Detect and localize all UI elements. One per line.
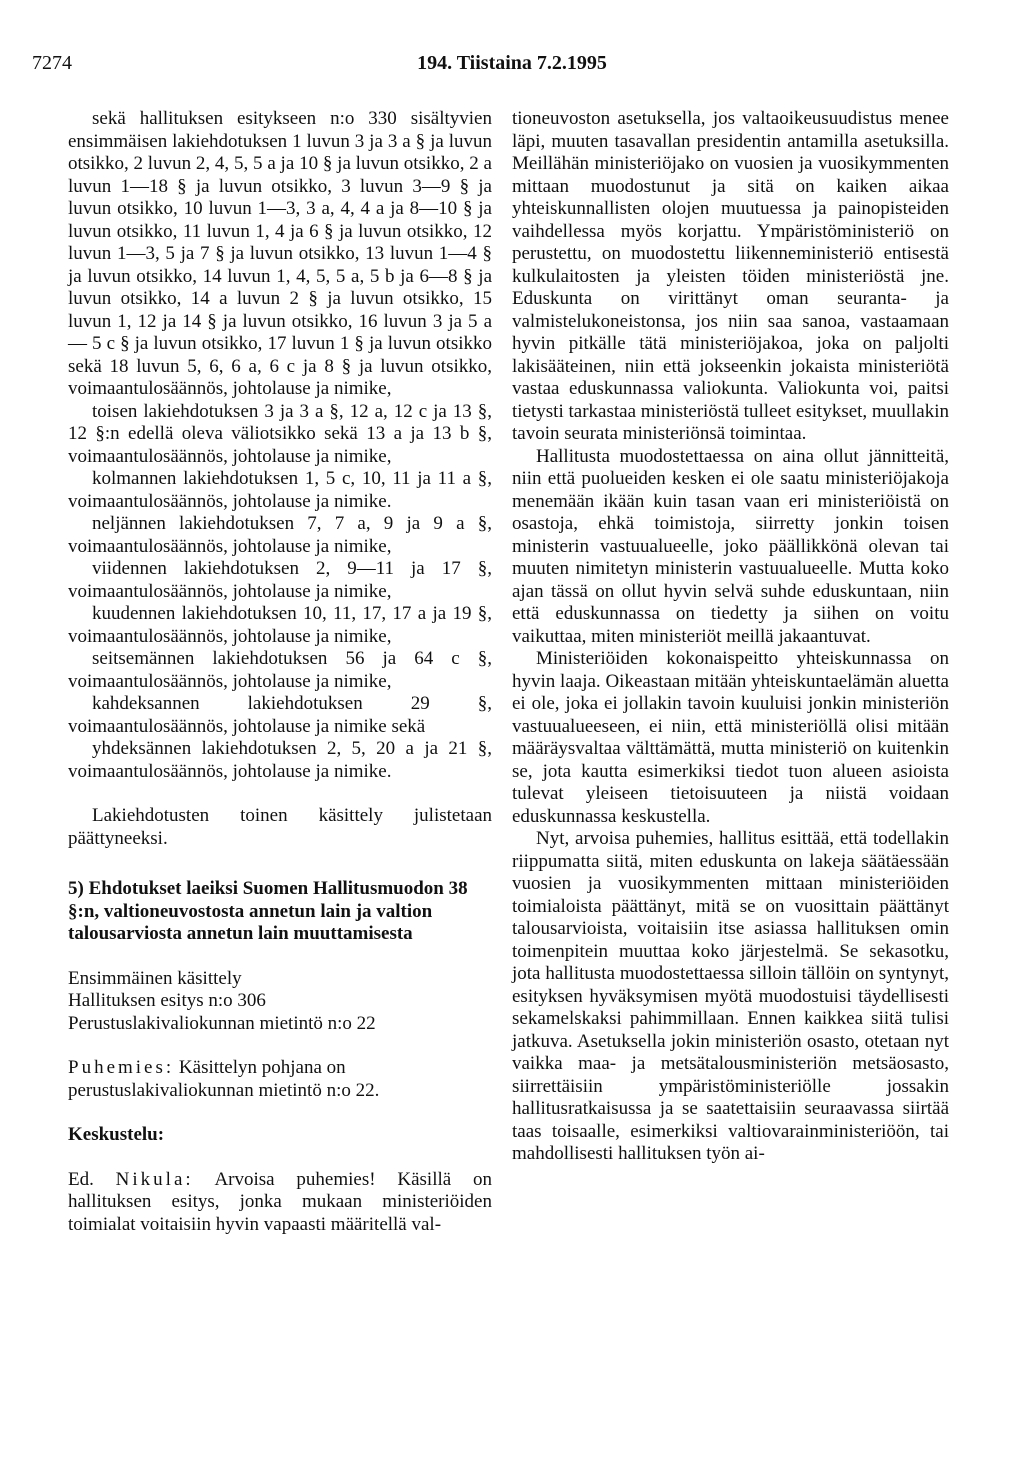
meta-line: Perustuslakivaliokunnan mietintö n:o 22 (68, 1012, 376, 1034)
meta-line: Hallituksen esitys n:o 306 (68, 990, 266, 1011)
discussion-heading: Keskustelu: (68, 1124, 165, 1145)
list-item: neljännen lakiehdotuksen 7, 7 a, 9 ja 9 a §, voimaantulosäännös, johtolause ja nimike, (68, 513, 492, 557)
member-text: Arvoisa puhemies! Käsillä on hallituksen esitys, jonka mukaan ministeriöiden toimialat voitaisiin hyvin vapaasti määritellä val- (68, 1168, 492, 1235)
member-speech (68, 1169, 492, 1237)
list-item: kolmannen lakiehdotuksen 1, 5 c, 10, 11 ja 11 a §, voimaantulosäännös, johtolause ja nimike. (68, 468, 492, 512)
right-column (512, 108, 949, 1166)
meta-line: Ensimmäinen käsittely (68, 967, 242, 989)
right-paragraph: tioneuvoston asetuksella, jos valtaoikeusuudistus menee läpi, muuten tasavallan presidentin antamilla asetuksilla. Meillähän ministeriöjako on vuosien ja vuosikymmenten mittaan muodostunut ja sitä on kaiken aikaa yhteiskunnallisten olojen muutuessa ja painopisteiden vaihdellessa myös korjattu. Ympäristöministeriö on perustettu, on muodostettu liikenneministeriö entisestä kulkulaitosten ja yleisten töiden ministeriöstä jne. Eduskunta on virittänyt oman seuranta- ja valmistelukoneistonsa, jos niin saa sanoa, vastaamaan hyvin pitkälle tätä ministeriöjakoa, joka on paljolti lakisääteinen, niin että jokseenkin jokaista ministeriötä vastaa eduskunnassa valiokunta. Valiokunta voi, paitsi tietysti tarkastaa ministeriöstä tulleet esitykset, muullakin tavoin seurata ministeriönsä toimintaa. (512, 108, 949, 444)
speaker-paragraph (68, 1057, 492, 1102)
member-name: Nikula: (115, 1168, 194, 1190)
right-paragraph: Hallitusta muodostettaessa on aina ollut jännitteitä, niin että puolueiden kesken ei ole saatu ministeriöjakoja menemään ikään kuin tasan vaan eri ministeriöistä on osastoja, ehkä toimistoja, siirretty jonkin toisen ministerin vastuualueelle, joko päällikkönä olevan tai muuten nimitetyn ministerin vastuualueelle. Mutta koko ajan tässä on ollut hyvin selvä suhde eduskuntaan, niin että eduskunnassa on tiedetty ja siihen on voitu vaikuttaa, miten ministeriöt meillä jakaantuvat. (512, 445, 949, 647)
right-paragraph: Nyt, arvoisa puhemies, hallitus esittää, että todellakin riippumatta siitä, miten eduskunta on lakeja säätäessään vuosien ja vuosikymmenten mittaan ministeriöiden toimialoista päättänyt, mitä se on vuosittain päättänyt talousarvioista, voitaisiin itse asiassa hallituksen omin toimenpitein muuttaa koko järjestelmä. Se sekasotku, jota hallitusta muodostettaessa silloin tällöin on syntynyt, esityksen hyväksymisen myötä muodostuisi täydellisesti sekamelskaksi pahimmillaan. Ennen kaikkea siitä tulisi jatkuva. Asetuksella jokin ministeriön osasto, otetaan nyt vaikka maa- ja metsätalousministeriön metsäosasto, siirrettäisiin ympäristöministeriölle jossakin hallitusratkaisussa ja se saatettaisiin seuraavassa siirtää taas toisaalle, esimerkiksi valtiovarainministeriöön, tai mahdollisesti hallituksen työn ai- (512, 828, 949, 1164)
list-item: kuudennen lakiehdotuksen 10, 11, 17, 17 a ja 19 §, voimaantulosäännös, johtolause ja nimike, (68, 603, 492, 647)
list-item: toisen lakiehdotuksen 3 ja 3 a §, 12 a, 12 c ja 13 §, 12 §:n edellä oleva väliotsikko sekä 13 a ja 13 b §, voimaantulosäännös, johtolause ja nimike, (68, 400, 492, 467)
list-item: seitsemännen lakiehdotuksen 56 ja 64 c §, voimaantulosäännös, johtolause ja nimike, (68, 648, 492, 692)
list-item: yhdeksännen lakiehdotuksen 2, 5, 20 a ja 21 §, voimaantulosäännös, johtolause ja nimike. (68, 738, 492, 782)
issue-header: 194. Tiistaina 7.2.1995 (417, 52, 607, 74)
intro-paragraph: sekä hallituksen esitykseen n:o 330 sisältyvien ensimmäisen lakiehdotuksen 1 luvun 3 ja 3 a § ja luvun otsikko, 2 luvun 2, 4, 5, 5 a ja 10 § ja luvun otsikko, 2 a luvun 1—18 § ja luvun otsikko, 3 luvun 3—9 § ja luvun otsikko, 10 luvun 1—3, 3 a, 4, 4 a ja 8—10 § ja luvun otsikko, 11 luvun 1, 4 ja 6 § ja luvun otsikko, 12 luvun 1—3, 5 ja 7 § ja luvun otsikko, 13 luvun 1—4 § ja luvun otsikko, 14 luvun 1, 4, 5, 5 a, 5 b ja 6—8 § ja luvun otsikko, 14 a luvun 2 § ja luvun otsikko, 15 luvun 1, 12 ja 14 § ja luvun otsikko, 16 luvun 3 ja 5 a — 5 c § ja luvun otsikko, 17 luvun 1 § ja luvun otsikko sekä 18 luvun 5, 6, 6 a, 6 c ja 8 § ja luvun otsikko, voimaantulosäännös, johtolause ja nimike, (68, 108, 492, 399)
right-paragraph: Ministeriöiden kokonaispeitto yhteiskunnassa on hyvin laaja. Oikeastaan mitään yhteiskuntaelämän aluetta ei ole, joka ei jollakin tavoin kuuluisi jonkin ministeriön vastuualueeseen, ei niin, että ministeriöllä olisi mitään määräysvaltaa välttämättä, mutta ministeriö on kuitenkin se, jota kautta esimerkiksi tiedot tuon alueen asioista tulevat yleiseen tietoisuuteen ja niistä voidaan eduskunnassa keskustella. (512, 648, 949, 827)
page-number: 7274 (32, 52, 72, 74)
member-prefix: Ed. (68, 1168, 94, 1190)
section-title: 5) Ehdotukset laeiksi Suomen Hallitusmuodon 38 §:n, valtioneuvostosta annetun lain ja valtion talousarviosta annetun lain muuttamisesta (68, 878, 468, 944)
list-item: kahdeksannen lakiehdotuksen 29 §, voimaantulosäännös, johtolause ja nimike sekä (68, 693, 492, 737)
closing-paragraph: Lakiehdotusten toinen käsittely julistetaan päättyneeksi. (68, 805, 492, 849)
speaker-label: Puhemies: (68, 1057, 175, 1078)
list-item: viidennen lakiehdotuksen 2, 9—11 ja 17 §, voimaantulosäännös, johtolause ja nimike, (68, 558, 492, 602)
speaker-text: Käsittelyn pohjana on perustuslakivaliokunnan mietintö n:o 22. (68, 1057, 380, 1101)
left-column (68, 108, 492, 1236)
